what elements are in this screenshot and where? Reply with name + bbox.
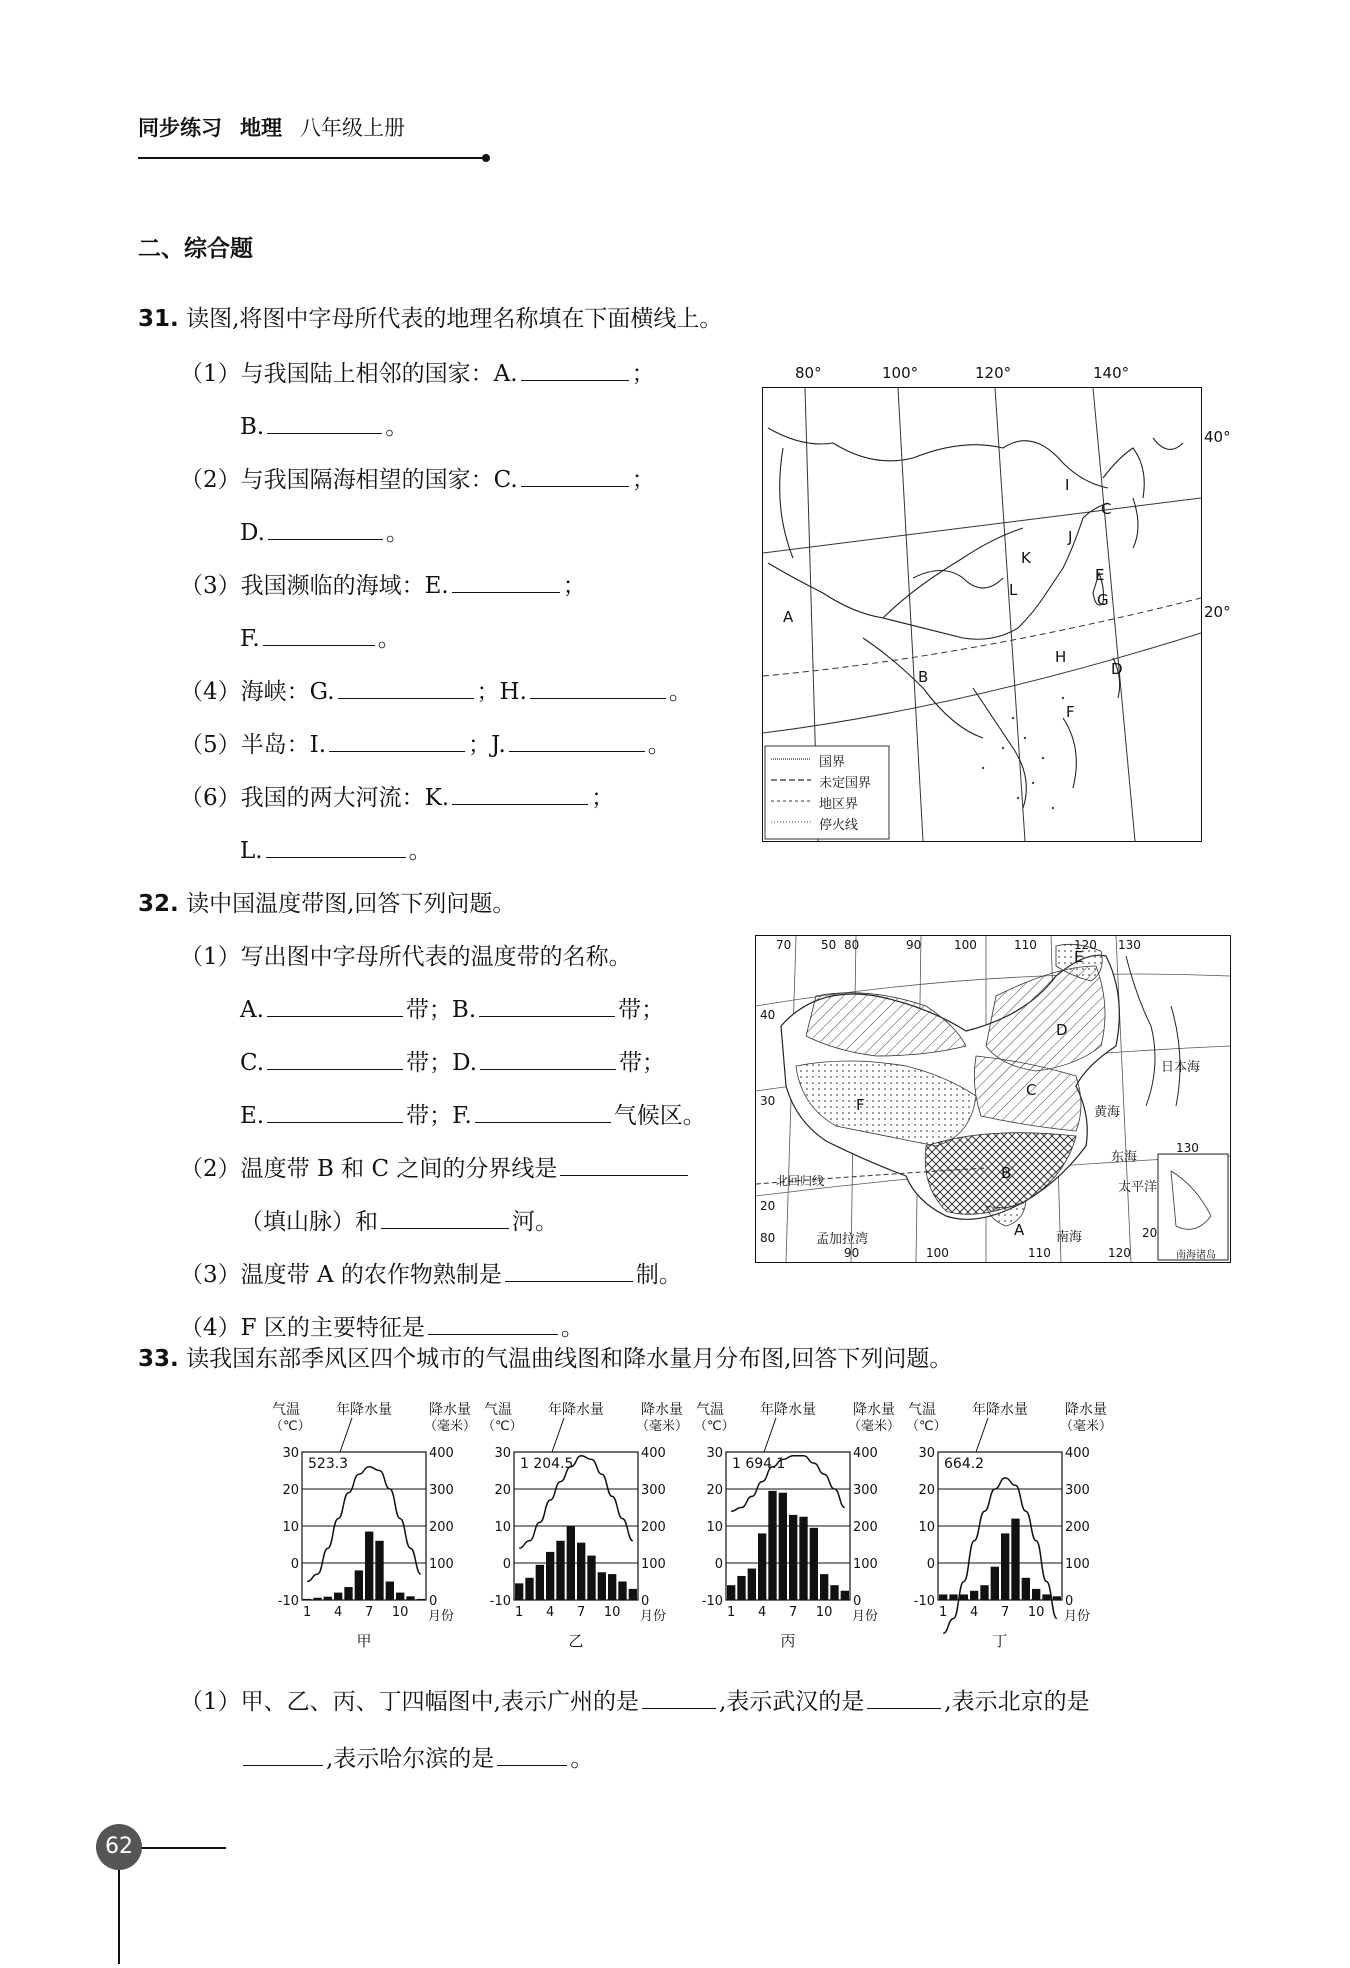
map1-lat-20: 20°: [1204, 603, 1231, 621]
answer-blank[interactable]: [452, 782, 588, 805]
precip-bar: [1022, 1578, 1030, 1600]
answer-blank[interactable]: [263, 623, 375, 646]
precip-bar: [758, 1533, 766, 1600]
map1-label-D: D: [1111, 660, 1123, 678]
temp-tick-label: 10: [282, 1520, 299, 1535]
answer-blank[interactable]: [452, 570, 560, 593]
temp-tick-label: 20: [494, 1483, 511, 1498]
map2-bottom-120: 120: [1108, 1246, 1131, 1260]
answer-blank[interactable]: [642, 1686, 716, 1709]
answer-blank[interactable]: [475, 1100, 611, 1123]
q33-part1: （1）甲、乙、丙、丁四幅图中,表示广州的是 ,表示武汉的是 ,表示北京的是: [180, 1683, 1090, 1716]
q31-item-3b: F. 。: [240, 620, 401, 653]
month-tick-label: 10: [391, 1605, 409, 1620]
q33-stem: [138, 1340, 952, 1373]
precip-bar: [355, 1570, 363, 1600]
annual-precip-value: 1 694.1: [732, 1456, 786, 1472]
annual-precip-leader: [976, 1418, 988, 1452]
chart-name-label: 丙: [780, 1632, 796, 1650]
precip-bar: [417, 1599, 425, 1600]
precip-bar: [789, 1515, 797, 1600]
q32-part2b: （填山脉）和 河。: [240, 1203, 558, 1236]
temp-tick-label: 30: [706, 1446, 723, 1461]
q32-row-a: A. 带；B. 带；: [240, 991, 664, 1024]
answer-blank[interactable]: [505, 1259, 633, 1282]
month-tick-label: 10: [603, 1605, 621, 1620]
annual-precip-value: 523.3: [308, 1456, 349, 1472]
q32-number: 32.: [138, 891, 179, 917]
map1-label-K: K: [1021, 549, 1031, 567]
precip-bar: [841, 1591, 849, 1600]
axis-unit-temp: （℃）: [270, 1419, 311, 1434]
precip-bar: [577, 1543, 585, 1600]
precip-bar: [779, 1493, 787, 1600]
temp-tick-label: 10: [706, 1520, 723, 1535]
map2-bottom-110: 110: [1028, 1246, 1051, 1260]
answer-blank[interactable]: [509, 729, 645, 752]
map1-label-B: B: [918, 668, 929, 686]
answer-blank[interactable]: [530, 676, 666, 699]
precip-bar: [313, 1598, 321, 1600]
map2-label-D: D: [1056, 1021, 1068, 1039]
precip-tick-label: 100: [429, 1557, 454, 1572]
q33-number: 33.: [138, 1346, 179, 1372]
map2-lon-70: 70: [776, 938, 792, 952]
month-tick-label: 7: [789, 1605, 798, 1620]
map1-label-E: E: [1095, 566, 1105, 584]
q31-item-1: （1）与我国陆上相邻的国家：A. ；: [180, 355, 655, 388]
map2-yellow-sea: 黄海: [1094, 1105, 1121, 1120]
precip-bar: [608, 1574, 616, 1600]
map2-lon-90: 90: [906, 938, 922, 952]
temp-tick-label: 0: [502, 1557, 511, 1572]
precip-bar: [618, 1582, 626, 1601]
axis-title-precip: 降水量: [853, 1402, 895, 1418]
precip-bar: [386, 1582, 394, 1601]
axis-title-temp: 气温: [272, 1402, 300, 1418]
q31-item-6: （6）我国的两大河流：K. ；: [180, 779, 614, 812]
month-axis-unit: 月份: [640, 1609, 667, 1624]
answer-blank[interactable]: [338, 676, 474, 699]
q32-part2: （2）温度带 B 和 C 之间的分界线是: [180, 1150, 691, 1183]
precip-tick-label: 300: [853, 1483, 878, 1498]
precip-tick-label: 0: [1065, 1594, 1074, 1609]
precip-bar: [375, 1541, 383, 1600]
q32-part4: （4）F 区的主要特征是 。: [180, 1309, 584, 1342]
precip-bar: [396, 1593, 404, 1600]
precip-tick-label: 200: [429, 1520, 454, 1535]
precip-bar: [536, 1565, 544, 1600]
answer-blank[interactable]: [266, 835, 406, 858]
temp-tick-label: 10: [494, 1520, 511, 1535]
page-number-stem: [118, 1868, 120, 1964]
q32-stem-text: 读中国温度带图,回答下列问题。: [186, 891, 516, 917]
precip-bar: [980, 1585, 988, 1600]
asia-map: [762, 387, 1202, 842]
axis-unit-precip: （毫米）: [635, 1419, 689, 1434]
axis-title-annual-precip: 年降水量: [972, 1402, 1028, 1418]
q32-part3: （3）温度带 A 的农作物熟制是 制。: [180, 1256, 682, 1289]
q31-stem: [138, 300, 722, 333]
month-tick-label: 1: [515, 1605, 524, 1620]
month-tick-label: 7: [1001, 1605, 1010, 1620]
map1-label-G: G: [1097, 591, 1109, 609]
precip-bar: [1032, 1589, 1040, 1600]
temperature-curve: [307, 1467, 421, 1582]
precip-bar: [525, 1578, 533, 1600]
map1-lon-80: 80°: [795, 364, 822, 382]
map2-pacific: 太平洋: [1118, 1180, 1158, 1195]
axis-title-temp: 气温: [696, 1402, 724, 1418]
answer-blank[interactable]: [497, 1743, 567, 1766]
legend-border: 国界: [819, 755, 846, 770]
precip-bar: [820, 1574, 828, 1600]
precip-tick-label: 0: [641, 1594, 650, 1609]
answer-blank[interactable]: [267, 1100, 403, 1123]
precip-bar: [949, 1594, 957, 1600]
month-tick-label: 1: [939, 1605, 948, 1620]
climate-chart-1: [270, 1400, 482, 1660]
precip-tick-label: 100: [853, 1557, 878, 1572]
temp-tick-label: -10: [489, 1594, 511, 1609]
map2-bay-bengal: 孟加拉湾: [816, 1232, 869, 1247]
precip-bar: [830, 1585, 838, 1600]
q31-item-6b: L. 。: [240, 832, 432, 865]
map1-label-A: A: [783, 608, 794, 626]
q31-item-3: （3）我国濒临的海域：E. ；: [180, 567, 586, 600]
precip-bar: [567, 1526, 575, 1600]
temp-tick-label: 30: [282, 1446, 299, 1461]
month-tick-label: 7: [365, 1605, 374, 1620]
temp-tick-label: 10: [918, 1520, 935, 1535]
answer-blank[interactable]: [329, 729, 465, 752]
map2-label-C: C: [1026, 1081, 1037, 1099]
map1-label-H: H: [1055, 648, 1067, 666]
map2-south-islands: 南海诸岛: [1176, 1250, 1216, 1261]
map2-lon-100: 100: [954, 938, 977, 952]
precip-bar: [406, 1596, 414, 1600]
precip-bar: [324, 1597, 332, 1600]
precip-tick-label: 400: [429, 1446, 454, 1461]
map2-lon-110: 110: [1014, 938, 1037, 952]
precip-bar: [939, 1594, 947, 1600]
q31-stem-text: 读图,将图中字母所代表的地理名称填在下面横线上。: [186, 306, 723, 332]
temp-tick-label: -10: [277, 1594, 299, 1609]
map1-label-J: J: [1068, 528, 1073, 546]
page-number: 62: [96, 1824, 142, 1870]
month-axis-unit: 月份: [428, 1609, 455, 1624]
month-tick-label: 4: [758, 1605, 767, 1620]
map2-right-130: 130: [1176, 1141, 1199, 1155]
precip-tick-label: 400: [853, 1446, 878, 1461]
map1-lat-40: 40°: [1204, 428, 1231, 446]
map2-tropic: 北回归线: [776, 1174, 825, 1188]
q32-stem: [138, 885, 515, 918]
annual-precip-leader: [340, 1418, 352, 1452]
chart-name-label: 丁: [992, 1632, 1008, 1650]
chart-name-label: 甲: [356, 1632, 372, 1650]
map2-lat-30: 30: [760, 1094, 776, 1108]
precip-bar: [737, 1576, 745, 1600]
map1-label-C: C: [1101, 500, 1112, 518]
section-title: 二、综合题: [138, 236, 253, 262]
map2-label-B: B: [1001, 1164, 1012, 1182]
precip-bar: [556, 1541, 564, 1600]
q31-item-4: （4）海峡：G. ；H. 。: [180, 673, 692, 706]
axis-unit-temp: （℃）: [906, 1419, 947, 1434]
map1-label-L: L: [1009, 581, 1018, 599]
precip-bar: [629, 1589, 637, 1600]
precip-bar: [587, 1556, 595, 1600]
answer-blank[interactable]: [381, 1206, 509, 1229]
map1-lon-120: 120°: [975, 364, 1012, 382]
month-axis-unit: 月份: [1064, 1609, 1091, 1624]
axis-unit-precip: （毫米）: [847, 1419, 901, 1434]
map2-east-sea: 东海: [1111, 1150, 1138, 1165]
temp-tick-label: 0: [714, 1557, 723, 1572]
q32-part1: （1）写出图中字母所代表的温度带的名称。: [180, 944, 632, 970]
answer-blank[interactable]: [428, 1312, 558, 1335]
answer-blank[interactable]: [480, 1047, 616, 1070]
precip-tick-label: 200: [641, 1520, 666, 1535]
precip-bar: [546, 1552, 554, 1600]
precip-bar: [598, 1572, 606, 1600]
map2-south-sea: 南海: [1056, 1230, 1083, 1245]
precip-bar: [748, 1569, 756, 1600]
q32-row-c: C. 带；D. 带；: [240, 1044, 665, 1077]
precip-bar: [991, 1567, 999, 1600]
month-tick-label: 10: [815, 1605, 833, 1620]
q33-part1b: ,表示哈尔滨的是 。: [240, 1740, 593, 1773]
precip-tick-label: 200: [853, 1520, 878, 1535]
precip-tick-label: 400: [641, 1446, 666, 1461]
map2-lon-130: 130: [1118, 938, 1141, 952]
axis-title-temp: 气温: [484, 1402, 512, 1418]
precip-bar: [515, 1583, 523, 1600]
axis-title-temp: 气温: [908, 1402, 936, 1418]
axis-unit-precip: （毫米）: [1059, 1419, 1113, 1434]
chart-name-label: 乙: [568, 1632, 584, 1650]
climate-charts: [270, 1400, 1120, 1660]
q31-number: 31.: [138, 306, 179, 332]
answer-blank[interactable]: [479, 994, 615, 1017]
precip-tick-label: 300: [641, 1483, 666, 1498]
answer-blank[interactable]: [243, 1743, 323, 1766]
map2-lon-120: 120: [1074, 938, 1097, 952]
map2-lon-80: 80: [844, 938, 860, 952]
annual-precip-value: 664.2: [944, 1456, 985, 1472]
annual-precip-leader: [764, 1418, 776, 1452]
month-tick-label: 4: [546, 1605, 555, 1620]
temp-tick-label: 20: [706, 1483, 723, 1498]
precip-tick-label: 0: [853, 1594, 862, 1609]
header-rule-dot: [482, 154, 490, 162]
month-tick-label: 1: [727, 1605, 736, 1620]
month-tick-label: 1: [303, 1605, 312, 1620]
map2-sea-japan: 日本海: [1161, 1060, 1201, 1075]
month-axis-unit: 月份: [852, 1609, 879, 1624]
map2-lat-80: 80: [760, 1231, 776, 1245]
answer-blank[interactable]: [267, 994, 403, 1017]
precip-bar: [960, 1594, 968, 1600]
answer-blank[interactable]: [867, 1686, 941, 1709]
header-subject: 地理: [240, 116, 282, 140]
month-tick-label: 10: [1027, 1605, 1045, 1620]
map2-lat-40: 40: [760, 1008, 776, 1022]
precip-bar: [1042, 1594, 1050, 1600]
running-header: [138, 112, 405, 142]
map2-bottom-90: 90: [844, 1246, 860, 1260]
precip-bar: [365, 1532, 373, 1600]
temp-tick-label: 30: [918, 1446, 935, 1461]
precip-bar: [810, 1528, 818, 1600]
month-tick-label: 7: [577, 1605, 586, 1620]
map2-label-A: A: [1014, 1221, 1025, 1239]
answer-blank[interactable]: [268, 517, 383, 540]
map1-label-I: I: [1065, 476, 1070, 494]
q31-item-2: （2）与我国隔海相望的国家：C. ；: [180, 461, 655, 494]
legend-undetermined-border: 未定国界: [819, 776, 872, 791]
precip-bar: [1011, 1519, 1019, 1600]
legend-ceasefire-line: 停火线: [819, 818, 859, 833]
q32-row-e: E. 带；F. 气候区。: [240, 1097, 706, 1130]
q31-item-2b: D. 。: [240, 514, 409, 547]
legend-region-border: 地区界: [819, 797, 859, 812]
header-grade: 八年级上册: [300, 116, 405, 140]
annual-precip-value: 1 204.5: [520, 1456, 574, 1472]
map1-label-F: F: [1066, 703, 1075, 721]
precip-tick-label: 400: [1065, 1446, 1090, 1461]
temp-tick-label: 30: [494, 1446, 511, 1461]
temp-tick-label: 0: [290, 1557, 299, 1572]
temp-tick-label: -10: [701, 1594, 723, 1609]
header-series: 同步练习: [138, 116, 222, 140]
answer-blank[interactable]: [267, 411, 382, 434]
map2-label-E: E: [1074, 948, 1084, 966]
precip-tick-label: 0: [429, 1594, 438, 1609]
temp-tick-label: 0: [926, 1557, 935, 1572]
axis-title-precip: 降水量: [1065, 1402, 1107, 1418]
map2-bottom-100: 100: [926, 1246, 949, 1260]
precip-tick-label: 300: [1065, 1483, 1090, 1498]
precip-tick-label: 300: [429, 1483, 454, 1498]
map2-right-20: 20: [1142, 1226, 1158, 1240]
precip-bar: [334, 1593, 342, 1600]
precip-bar: [344, 1587, 352, 1600]
precip-bar: [1001, 1533, 1009, 1600]
precip-bar: [799, 1517, 807, 1600]
axis-title-precip: 降水量: [429, 1402, 471, 1418]
axis-unit-precip: （毫米）: [423, 1419, 477, 1434]
map1-lon-100: 100°: [882, 364, 919, 382]
month-tick-label: 4: [970, 1605, 979, 1620]
answer-blank[interactable]: [560, 1153, 688, 1176]
answer-blank[interactable]: [521, 464, 629, 487]
axis-title-annual-precip: 年降水量: [548, 1402, 604, 1418]
axis-title-annual-precip: 年降水量: [336, 1402, 392, 1418]
china-temperature-map: [755, 935, 1231, 1263]
axis-unit-temp: （℃）: [694, 1419, 735, 1434]
precip-bar: [303, 1599, 311, 1600]
precip-tick-label: 100: [641, 1557, 666, 1572]
precip-bar: [727, 1585, 735, 1600]
precip-tick-label: 100: [1065, 1557, 1090, 1572]
q31-item-1b: B. 。: [240, 408, 408, 441]
china-temperature-map-graphic: [756, 936, 1230, 1262]
map1-lon-140: 140°: [1093, 364, 1130, 382]
temp-tick-label: -10: [913, 1594, 935, 1609]
precip-bar: [970, 1591, 978, 1600]
map2-label-F: F: [856, 1096, 865, 1114]
map2-lon-50: 50: [821, 938, 837, 952]
climate-chart-4: [906, 1400, 1118, 1660]
climate-chart-2: [482, 1400, 694, 1660]
q33-stem-text: 读我国东部季风区四个城市的气温曲线图和降水量月分布图,回答下列问题。: [186, 1346, 953, 1372]
axis-unit-temp: （℃）: [482, 1419, 523, 1434]
answer-blank[interactable]: [267, 1047, 403, 1070]
temp-tick-label: 20: [282, 1483, 299, 1498]
climate-chart-3: [694, 1400, 906, 1660]
map2-lat-20: 20: [760, 1199, 776, 1213]
annual-precip-leader: [552, 1418, 564, 1452]
q31-item-5: （5）半岛：I. ；J. 。: [180, 726, 671, 759]
precip-tick-label: 200: [1065, 1520, 1090, 1535]
axis-title-precip: 降水量: [641, 1402, 683, 1418]
month-tick-label: 4: [334, 1605, 343, 1620]
temp-tick-label: 20: [918, 1483, 935, 1498]
answer-blank[interactable]: [521, 358, 629, 381]
header-rule: [138, 157, 486, 159]
axis-title-annual-precip: 年降水量: [760, 1402, 816, 1418]
precip-bar: [1053, 1596, 1061, 1600]
precip-bar: [768, 1491, 776, 1600]
